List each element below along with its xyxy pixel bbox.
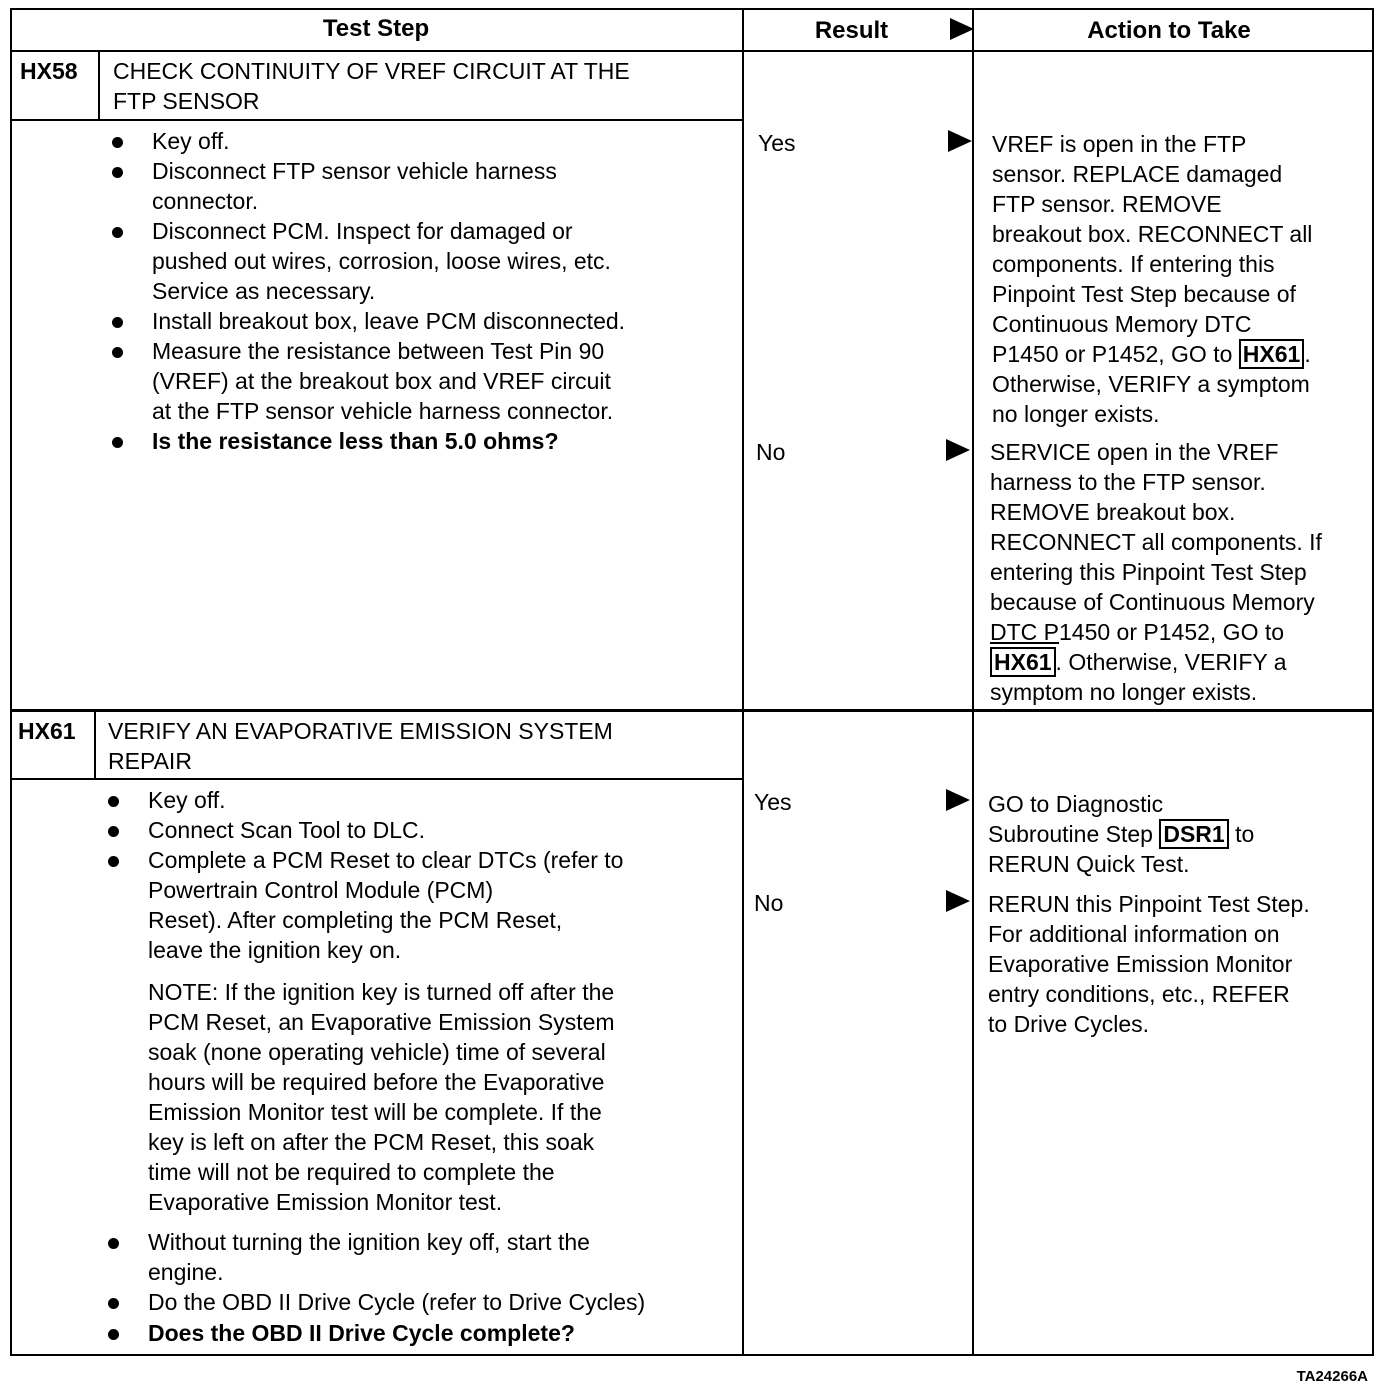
hx61-title-line: VERIFY AN EVAPORATIVE EMISSION SYSTEM [108,718,613,744]
hx58-title-line: FTP SENSOR [113,88,260,114]
hx58-no-action-goto [990,647,1286,677]
bullet-icon [112,167,123,178]
hx58-yes-action: sensor. REPLACE damaged [992,161,1283,187]
yes-arrow-icon [946,789,970,811]
hx58-yes-action: FTP sensor. REMOVE [992,191,1222,217]
hx58-no-action: RECONNECT all components. If [990,529,1322,555]
hx61-note: key is left on after the PCM Reset, this soak [148,1129,595,1155]
hx61-code-divider [94,712,96,780]
row-divider [10,709,1374,712]
hx61-step: leave the ignition key on. [148,937,402,963]
hx58-yes-action: breakout box. RECONNECT all [992,221,1313,247]
header-result: Result [814,17,889,44]
hx61-no-result: No [754,890,784,916]
hx61-title-underline [10,778,742,780]
hx61-step: Complete a PCM Reset to clear DTCs (refer to [148,847,624,873]
hx58-no-action: symptom no longer exists. [990,679,1258,705]
hx58-no-action: because of Continuous Memory [990,589,1315,615]
hx61-no-action: Evaporative Emission Monitor [988,951,1293,977]
hx61-note: time will not be required to complete the [148,1159,555,1185]
hx58-yes-action-goto [992,339,1311,369]
period: . [1304,341,1311,367]
hx58-no-action: harness to the FTP sensor. [990,469,1266,495]
hx58-yes-action: Continuous Memory DTC [992,311,1252,337]
hx61-code: HX61 [18,718,76,744]
hx58-step: pushed out wires, corrosion, loose wires, etc. [152,248,611,274]
dtc-text: 1450 or P1452, GO to [1059,619,1285,645]
bullet-icon [108,1298,119,1309]
hx61-note: Evaporative Emission Monitor test. [148,1189,503,1215]
hx61-yes-action: RERUN Quick Test. [988,851,1190,877]
hx61-yes-action-goto [988,819,1254,849]
hx58-yes-result: Yes [758,130,796,156]
figure-id: TA24266A [1296,1368,1368,1385]
hx58-yes-action: Otherwise, VERIFY a symptom [992,371,1310,397]
bullet-icon [112,437,123,448]
hx61-note: hours will be required before the Evaporative [148,1069,605,1095]
hx58-step: at the FTP sensor vehicle harness connector. [152,398,614,424]
hx58-no-action: entering this Pinpoint Test Step [990,559,1307,585]
hx58-no-action: SERVICE open in the VREF [990,439,1279,465]
hx58-step: Key off. [152,128,230,154]
hx61-question: Does the OBD II Drive Cycle complete? [148,1320,575,1346]
hx58-title-underline [10,119,742,121]
bullet-icon [108,1329,119,1340]
hx61-note: Emission Monitor test will be complete. If the [148,1099,602,1125]
header-divider [10,50,1374,52]
hx58-step: Install breakout box, leave PCM disconnected. [152,308,626,334]
bullet-icon [112,317,123,328]
hx61-step: Connect Scan Tool to DLC. [148,817,426,843]
hx58-step: Measure the resistance between Test Pin 90 [152,338,605,364]
hx61-yes-result: Yes [754,789,792,815]
column-divider-result [972,8,974,1356]
hx61-note: PCM Reset, an Evaporative Emission System [148,1009,615,1035]
hx58-no-action: REMOVE breakout box. [990,499,1236,525]
bullet-icon [108,826,119,837]
hx61-step: Powertrain Control Module (PCM) [148,877,494,903]
hx61-no-action: RERUN this Pinpoint Test Step. [988,891,1310,917]
hx58-no-action-dtc [990,617,1284,647]
bullet-icon [108,1238,119,1249]
no-arrow-icon [946,890,970,912]
hx58-title-line: CHECK CONTINUITY OF VREF CIRCUIT AT THE [113,58,630,84]
hx58-yes-action: Pinpoint Test Step because of [992,281,1296,307]
hx61-step: Key off. [148,787,226,813]
header-action: Action to Take [1087,17,1251,44]
hx61-step: Reset). After completing the PCM Reset, [148,907,563,933]
header-test-step: Test Step [322,15,430,42]
dsr1-link[interactable]: DSR1 [1159,819,1228,849]
hx61-step: engine. [148,1259,224,1285]
hx58-yes-action: VREF is open in the FTP [992,131,1247,157]
hx58-no-result: No [756,439,786,465]
bullet-icon [108,856,119,867]
hx61-yes-action: GO to Diagnostic [988,791,1164,817]
hx58-code: HX58 [20,58,78,84]
hx58-step: Disconnect FTP sensor vehicle harness [152,158,557,184]
dtc-prefix: DTC P [990,619,1059,645]
header-arrow-icon [950,18,974,40]
hx61-note: NOTE: If the ignition key is turned off after the [148,979,615,1005]
hx61-note: soak (none operating vehicle) time of several [148,1039,606,1065]
hx58-question: Is the resistance less than 5.0 ohms? [152,428,559,454]
column-divider-step [742,8,744,1356]
hx58-yes-action: components. If entering this [992,251,1275,277]
hx61-link[interactable]: HX61 [1239,339,1305,369]
bullet-icon [108,796,119,807]
hx61-link[interactable]: HX61 [990,647,1056,677]
hx61-yes-action-text: Subroutine Step [988,821,1153,847]
no-arrow-icon [946,439,970,461]
hx58-yes-action: no longer exists. [992,401,1160,427]
hx61-no-action: to Drive Cycles. [988,1011,1150,1037]
hx61-no-action: entry conditions, etc., REFER [988,981,1290,1007]
bullet-icon [112,137,123,148]
hx61-step: Without turning the ignition key off, start the [148,1229,590,1255]
bullet-icon [112,227,123,238]
hx61-step: Do the OBD II Drive Cycle (refer to Drive Cycles) [148,1289,646,1315]
hx61-no-action: For additional information on [988,921,1280,947]
hx61-yes-action-text: to [1235,821,1255,847]
hx58-yes-action-text: P1450 or P1452, GO to [992,341,1233,367]
bullet-icon [112,347,123,358]
hx58-step: connector. [152,188,259,214]
yes-arrow-icon [948,130,972,152]
hx58-no-action-text: . Otherwise, VERIFY a [1055,649,1287,675]
hx58-step: (VREF) at the breakout box and VREF circuit [152,368,611,394]
hx58-code-divider [98,52,100,120]
hx58-step: Disconnect PCM. Inspect for damaged or [152,218,573,244]
hx61-title-line: REPAIR [108,748,192,774]
hx58-step: Service as necessary. [152,278,376,304]
